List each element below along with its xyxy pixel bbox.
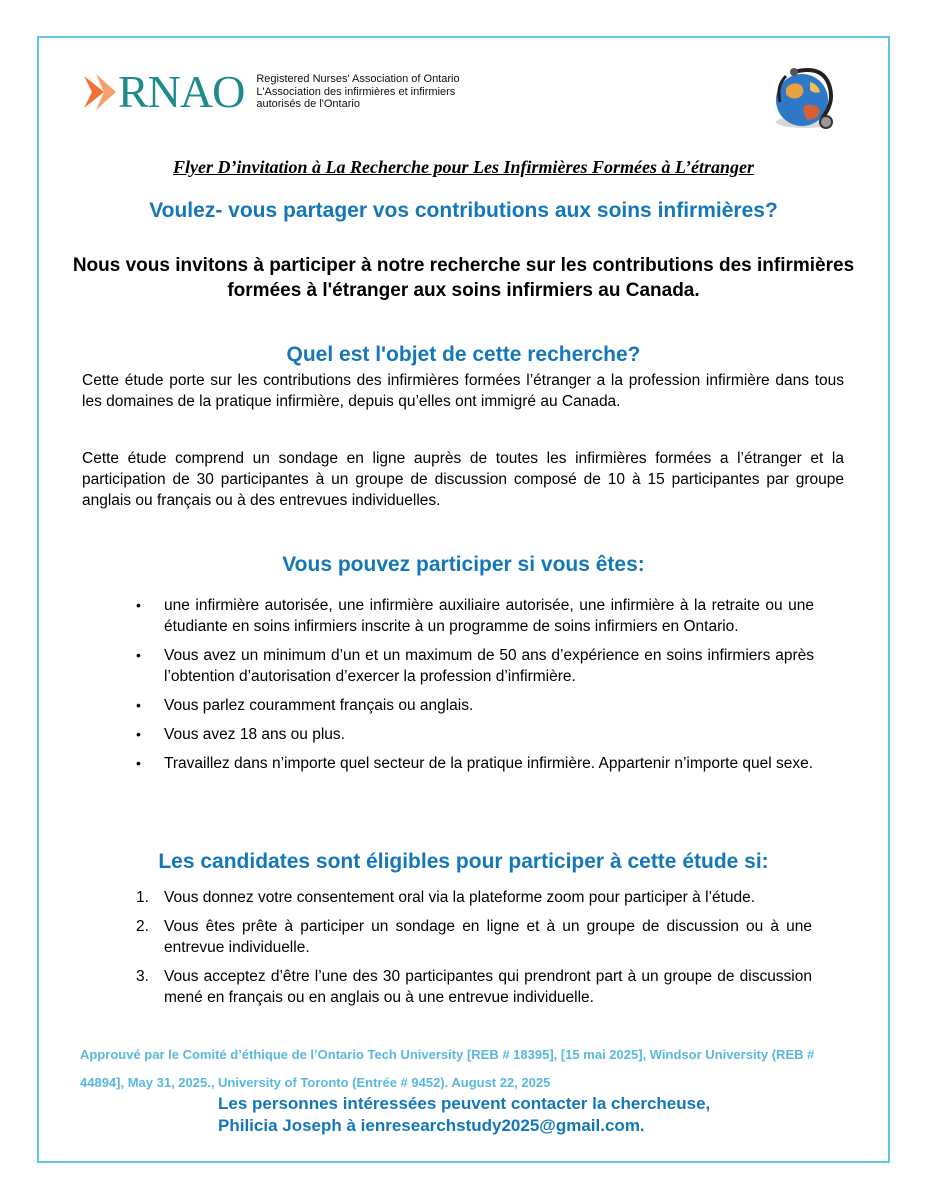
ethics-approval: Approuvé par le Comité d’éthique de l’Ontario Tech University [REB # 18395], [15 mai 2025], Windsor University (REB # 44894], May 31, 2025., University of Toronto (Entrée # 9452). August 22, 2025	[80, 1047, 815, 1090]
item-text: Vous êtes prête à participer un sondage en ligne et à un groupe de discussion ou à une entrevue individuelle.	[164, 918, 812, 956]
logo-wordmark: RNAO	[118, 66, 245, 117]
contact-line-1: Les personnes intéressées peuvent contacter la chercheuse,	[218, 1094, 711, 1113]
conditions-list	[128, 887, 812, 1016]
list-item: • Vous avez 18 ans ou plus.	[128, 724, 814, 745]
item-number: 2.	[136, 918, 149, 935]
eligibility-list	[128, 595, 814, 782]
item-number: 3.	[136, 968, 149, 985]
item-number: 1.	[136, 889, 149, 906]
flyer-title: Flyer D’invitation à La Recherche pour Les Infirmières Formées à L’étranger	[173, 157, 754, 177]
list-item: • Vous parlez couramment français ou anglais.	[128, 695, 814, 716]
logo-line-1: Registered Nurses' Association of Ontario	[256, 73, 460, 86]
logo-line-2: L'Association des infirmières et infirmiers	[256, 85, 456, 98]
list-item	[128, 887, 812, 908]
headline: Voulez- vous partager vos contributions aux soins infirmières?	[149, 199, 778, 222]
list-item: • Travaillez dans n’importe quel secteur de la pratique infirmière. Appartenir n’importe quel sexe.	[128, 753, 814, 774]
item-text: Vous donnez votre consentement oral via la plateforme zoom pour participer à l’étude.	[164, 889, 756, 906]
logo-subtitle	[256, 73, 459, 111]
contact-info	[218, 1093, 858, 1137]
rnao-logo	[82, 66, 460, 117]
object-paragraph-1: Cette étude porte sur les contributions des infirmières formées l’étranger a la profession infirmière dans tous les domaines de la pratique infirmière, depuis qu’elles ont immigré au Canada.	[82, 372, 844, 410]
list-item	[128, 916, 812, 958]
list-item	[128, 966, 812, 1008]
item-text: Vous acceptez d’être l’une des 30 participantes qui prendront part à un groupe de discussion mené en français ou en anglais ou à une entrevue individuelle.	[164, 968, 812, 1006]
logo-line-3: autorisés de l'Ontario	[256, 98, 360, 111]
intro-text: Nous vous invitons à participer à notre recherche sur les contributions des infirmières formées à l'étranger aux soins infirmiers au Canada.	[72, 255, 855, 301]
globe-stethoscope-icon	[764, 62, 842, 134]
object-heading: Quel est l'objet de cette recherche?	[286, 343, 641, 366]
contact-line-2: Philicia Joseph à ienresearchstudy2025@gmail.com.	[218, 1116, 645, 1135]
eligibility-heading: Vous pouvez participer si vous êtes:	[282, 553, 645, 576]
list-item: • Vous avez un minimum d’un et un maximum de 50 ans d’expérience en soins infirmiers après l’obtention d’autorisation d’exercer la profession d’infirmière.	[128, 645, 814, 687]
conditions-heading: Les candidates sont éligibles pour participer à cette étude si:	[158, 850, 769, 873]
object-paragraph-2: Cette étude comprend un sondage en ligne auprès de toutes les infirmières formées a l’étranger et la participation de 30 participantes à un groupe de discussion composé de 10 à 15 participantes par groupe anglais ou français ou à des entrevues individuelles.	[82, 450, 844, 509]
list-item: • une infirmière autorisée, une infirmière auxiliaire autorisée, une infirmière à la retraite ou une étudiante en soins infirmiers inscrite à un programme de soins infirmiers en Ontario.	[128, 595, 814, 637]
rnao-logo-icon	[82, 70, 120, 114]
